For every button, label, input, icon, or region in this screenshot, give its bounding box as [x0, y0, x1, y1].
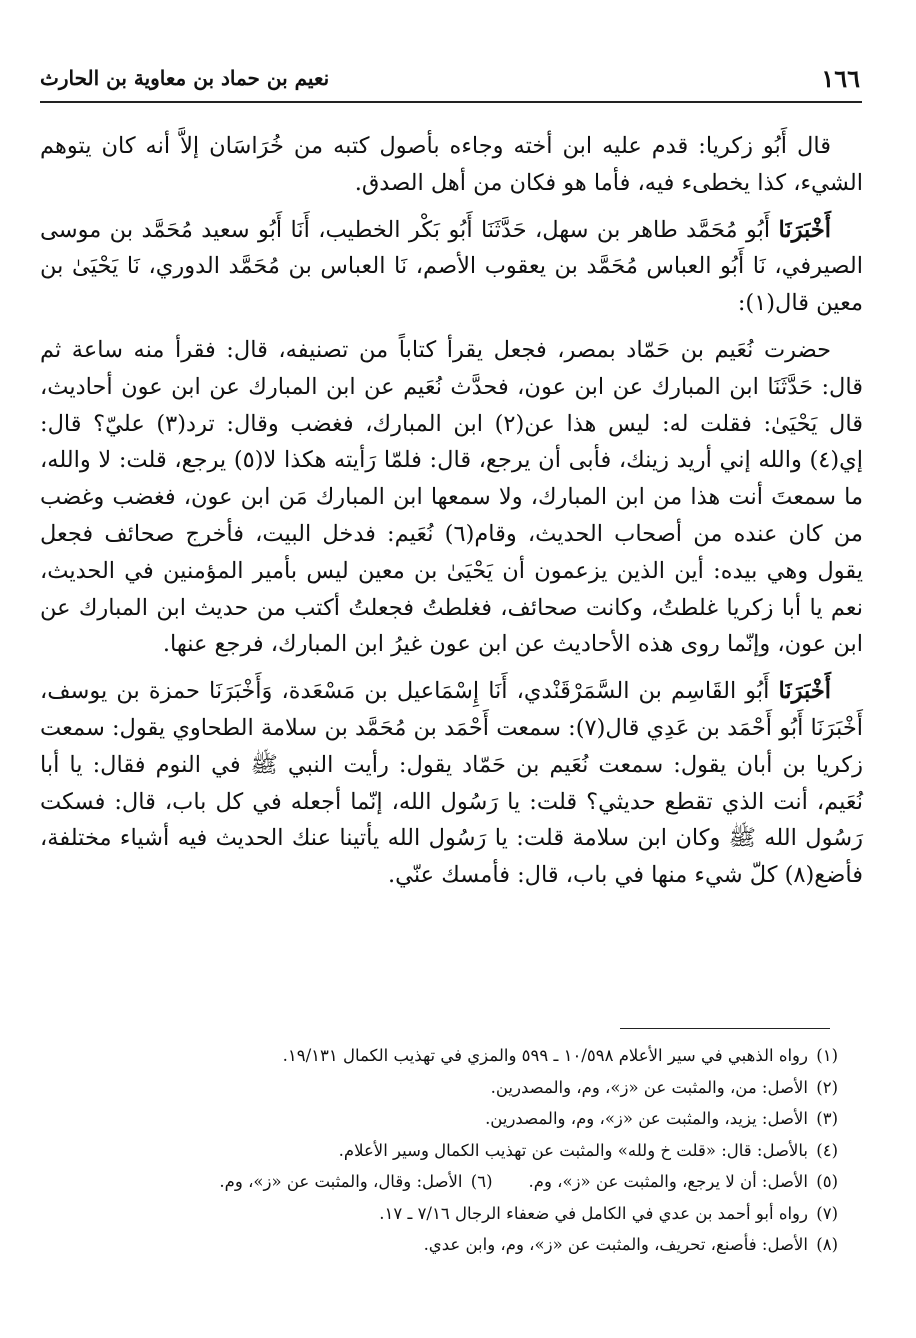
- footnote: [150, 1135, 838, 1167]
- main-text: [40, 128, 863, 904]
- footnote-text: الأصل: فأصنع، تحريف، والمثبت عن «ز»، وم، وابن عدي.: [423, 1235, 808, 1254]
- paragraph: [40, 332, 863, 663]
- footnotes: [150, 1040, 838, 1261]
- page-number: ١٦٦: [821, 64, 860, 93]
- footnote-separator: [620, 1028, 830, 1029]
- paragraph-text: قال أَبُو زكريا: قدم عليه ابن أخته وجاءه بأصول كتبه من خُرَاسَان إلاَّ أنه كان يتوهم الشيء، كذا يخطىء فيه، فأما هو فكان من أهل الصدق.: [40, 133, 863, 196]
- footnote-text: الأصل: يزيد، والمثبت عن «ز»، وم، والمصدرين.: [485, 1109, 808, 1128]
- running-title: نعيم بن حماد بن معاوية بن الحارث: [40, 66, 330, 90]
- footnote-number: (٤): [816, 1140, 838, 1160]
- page-header: [40, 62, 860, 98]
- footnote-text: الأصل: أن لا يرجع، والمثبت عن «ز»، وم.: [528, 1172, 808, 1191]
- footnote-number: (٣): [816, 1109, 838, 1128]
- footnote-number: (٨): [816, 1235, 838, 1254]
- footnote: [150, 1040, 838, 1072]
- footnote-number: (٧): [816, 1203, 838, 1223]
- paragraph-text: أَبُو القَاسِم بن السَّمَرْقَنْدي، أَنَا إِسْمَاعيل بن مَسْعَدة، وَأَخْبَرَنَا حمزة بن يوسف، أَخْبَرَنَا أَبُو أَحْمَد بن عَدِي قال(٧): سمعت أَحْمَد بن مُحَمَّد بن سلامة الطحاوي يقول: سمعت زكريا بن أبان يقول: سمعت نُعَيم بن حَمّاد يقول: رأيت النبي ﷺ في النوم فقال: يا أبا نُعَيم، أنت الذي تقطع حديثي؟ قلت: يا رَسُول الله، إنّما أجعله في كل باب، قال: فسكت رَسُول الله ﷺ وكان ابن سلامة قلت: يا رَسُول الله يأتينا عنك الحديث فيه أشياء مختلفة، فأضع(٨) كلّ شيء منها في باب، قال: فأمسك عنّي.: [40, 678, 863, 889]
- paragraph-lead: أَخْبَرَنَا: [778, 678, 831, 705]
- footnote-text: الأصل: من، والمثبت عن «ز»، وم، والمصدرين.: [490, 1077, 808, 1097]
- footnote: [150, 1072, 838, 1104]
- footnote-number: (٦): [470, 1172, 493, 1191]
- footnote: [150, 1166, 838, 1198]
- paragraph: [40, 128, 863, 202]
- footnote-number: (١): [816, 1046, 838, 1065]
- footnote: [150, 1229, 838, 1261]
- footnote-number: (٥): [816, 1172, 838, 1191]
- paragraph-text: حضرت نُعَيم بن حَمّاد بمصر، فجعل يقرأ كتاباً من تصنيفه، قال: فقرأ منه ساعة ثم قال: حَدَّثَنَا ابن المبارك عن ابن عون، فحدَّث نُعَيم عن ابن المبارك عن ابن عون أحاديث، قال يَحْيَىٰ: فقلت له: ليس هذا عن(٢) ابن المبارك، فغضب وقال: ترد(٣) عليّ؟ قال: إي(٤) والله إني أريد زينك، فأبى أن يرجع، قال: فلمّا رَأيته هكذا لا(٥) يرجع، قلت: لا والله، ما سمعتَ أنت هذا من ابن المبارك، ولا سمعها ابن المبارك مَن ابن عون، فغضب وغضب من كان عنده من أصحاب الحديث، وقام(٦) نُعَيم: فدخل البيت، فأخرج صحائف فجعل يقول وهي بيده: أين الذين يزعمون أن يَحْيَىٰ بن معين ليس بأمير المؤمنين في الحديث، نعم يا أبا زكريا غلطتُ، وكانت صحائف، فغلطتُ فجعلتُ أكتب من حديث ابن المبارك عن ابن عون، وإنّما روى هذه الأحاديث عن ابن عون غيرُ ابن المبارك، فرجع عنها.: [40, 336, 863, 658]
- footnote-text: رواه الذهبي في سير الأعلام ١٠/٥٩٨ ـ ٥٩٩ والمزي في تهذيب الكمال ١٩/١٣١.: [282, 1046, 808, 1065]
- header-rule: [40, 101, 862, 103]
- footnote-text: الأصل: وقال، والمثبت عن «ز»، وم.: [219, 1172, 463, 1191]
- paragraph-text: أَبُو مُحَمَّد طاهر بن سهل، حَدَّثَنَا أَبُو بَكْر الخطيب، أَنَا أَبُو سعيد مُحَمَّد بن موسى الصيرفي، نَا أَبُو العباس مُحَمَّد بن يعقوب الأصم، نَا العباس بن مُحَمَّد الدوري، نَا يَحْيَىٰ بن معين قال(١):: [40, 216, 863, 317]
- footnote-text: بالأصل: قال: «قلت خ ولله» والمثبت عن تهذيب الكمال وسير الأعلام.: [338, 1140, 808, 1160]
- paragraph-lead: أَخْبَرَنَا: [778, 216, 831, 243]
- footnote-number: (٢): [816, 1077, 838, 1097]
- footnote-text: رواه أبو أحمد بن عدي في الكامل في ضعفاء الرجال ٧/١٦ ـ ١٧.: [379, 1203, 808, 1223]
- paragraph: [40, 212, 863, 322]
- paragraph: [40, 673, 863, 894]
- footnote: [150, 1198, 838, 1230]
- footnote: [150, 1103, 838, 1135]
